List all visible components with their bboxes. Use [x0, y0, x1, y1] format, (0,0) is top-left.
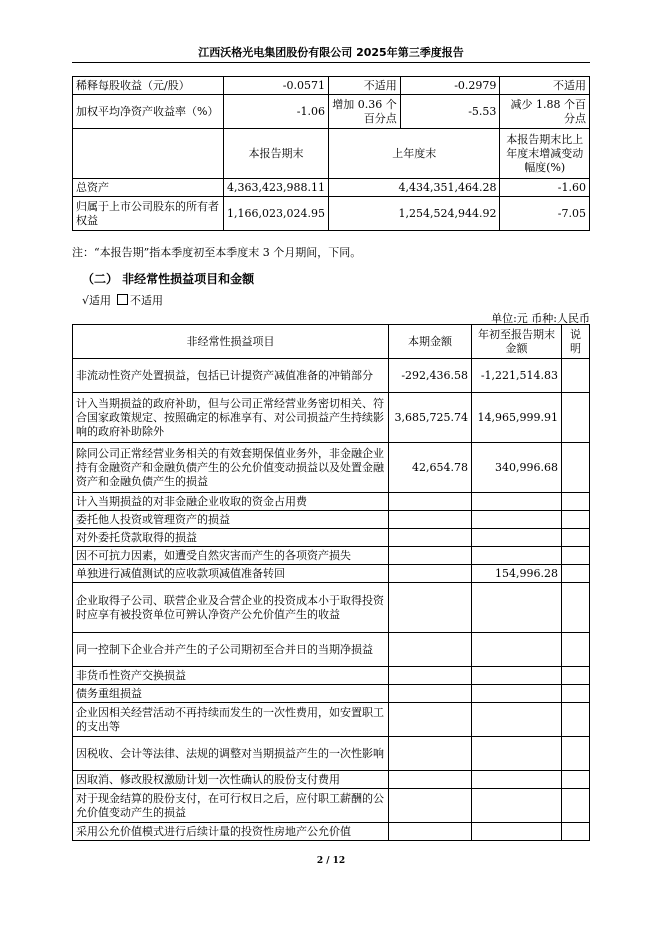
cell-value [389, 703, 472, 737]
column-header: 本期金额 [389, 325, 472, 359]
cell-value: -0.0571 [224, 77, 329, 95]
cell-value: 减少 1.88 个百分点 [500, 95, 590, 129]
table-row [73, 633, 590, 667]
cell-value: -0.2979 [400, 77, 500, 95]
row-label: 对外委托贷款取得的损益 [73, 529, 389, 547]
cell-value [472, 737, 562, 771]
cell-value [389, 565, 472, 583]
cell-value [562, 529, 590, 547]
table-row [73, 393, 590, 443]
cell-value [389, 823, 472, 841]
table-row [73, 583, 590, 633]
cell-value: -7.05 [500, 197, 590, 231]
row-label: 因取消、修改股权激励计划一次性确认的股份支付费用 [73, 771, 389, 789]
cell-value: -1,221,514.83 [472, 359, 562, 393]
table-row [73, 77, 590, 95]
row-label: 对于现金结算的股份支付，在可行权日之后，应付职工薪酬的公允价值变动产生的损益 [73, 789, 389, 823]
cell-value: -292,436.58 [389, 359, 472, 393]
cell-value [472, 511, 562, 529]
table-row [73, 529, 590, 547]
table-header-row [73, 129, 590, 179]
page-number: 2 / 12 [316, 856, 346, 866]
cell-value [389, 633, 472, 667]
cell-value: 1,254,524,944.92 [329, 197, 500, 231]
unit-currency-line: 单位:元 币种:人民币 [491, 312, 590, 325]
cell-value [472, 529, 562, 547]
table-note: 注：“本报告期”指本季度初至本季度末 3 个月期间，下同。 [72, 246, 362, 259]
cell-value [472, 685, 562, 703]
table-row [73, 667, 590, 685]
cell-value: 42,654.78 [389, 443, 472, 493]
cell-value: -1.06 [224, 95, 329, 129]
cell-value [562, 789, 590, 823]
table-row [73, 823, 590, 841]
cell-value [562, 771, 590, 789]
table-row [73, 565, 590, 583]
column-header: 非经常性损益项目 [73, 325, 389, 359]
applicable-checked: √适用 [82, 294, 112, 307]
table-row [73, 547, 590, 565]
cell-value: 1,166,023,024.95 [224, 197, 329, 231]
cell-value: 14,965,999.91 [472, 393, 562, 443]
column-header: 本报告期末比上年度末增减变动幅度(%) [500, 129, 590, 179]
header-rule [72, 62, 590, 63]
cell-value [389, 737, 472, 771]
cell-value [562, 685, 590, 703]
column-header: 年初至报告期末金额 [472, 325, 562, 359]
row-label: 企业取得子公司、联营企业及合营企业的投资成本小于取得投资时应享有被投资单位可辨认净资产公允价值产生的收益 [73, 583, 389, 633]
cell-value [389, 511, 472, 529]
cell-value [472, 633, 562, 667]
cell-value: 340,996.68 [472, 443, 562, 493]
cell-value: -1.60 [500, 179, 590, 197]
row-label: 加权平均净资产收益率（%） [73, 95, 224, 129]
applicability-options [82, 292, 163, 308]
table-row [73, 737, 590, 771]
row-label: 因税收、会计等法律、法规的调整对当期损益产生的一次性影响 [73, 737, 389, 771]
cell-value [472, 583, 562, 633]
empty-cell [73, 129, 224, 179]
row-label: 同一控制下企业合并产生的子公司期初至合并日的当期净损益 [73, 633, 389, 667]
column-header: 说明 [562, 325, 590, 359]
row-label: 总资产 [73, 179, 224, 197]
cell-value [562, 493, 590, 511]
cell-value: 4,434,351,464.28 [329, 179, 500, 197]
not-applicable-label: 不适用 [130, 294, 164, 307]
cell-value [562, 667, 590, 685]
cell-value [562, 511, 590, 529]
row-label: 企业因相关经营活动不再持续而发生的一次性费用，如安置职工的支出等 [73, 703, 389, 737]
cell-value [562, 547, 590, 565]
table-header-row [73, 325, 590, 359]
cell-value [389, 667, 472, 685]
cell-value [472, 547, 562, 565]
cell-value [389, 789, 472, 823]
cell-value [472, 789, 562, 823]
cell-value [472, 703, 562, 737]
row-label: 因不可抗力因素，如遭受自然灾害而产生的各项资产损失 [73, 547, 389, 565]
row-label: 采用公允价值模式进行后续计量的投资性房地产公允价值 [73, 823, 389, 841]
cell-value [389, 685, 472, 703]
cell-value [562, 823, 590, 841]
non-recurring-items-table [72, 324, 590, 841]
row-label: 计入当期损益的对非金融企业收取的资金占用费 [73, 493, 389, 511]
table-row [73, 685, 590, 703]
column-header: 本报告期末 [224, 129, 329, 179]
row-label: 除同公司正常经营业务相关的有效套期保值业务外，非金融企业持有金融资产和金融负债产生的公允价值变动损益以及处置金融资产和金融负债产生的损益 [73, 443, 389, 493]
cell-value [389, 547, 472, 565]
cell-value [562, 737, 590, 771]
financial-indicators-table [72, 76, 590, 231]
cell-value [389, 583, 472, 633]
cell-value [562, 583, 590, 633]
cell-value [562, 359, 590, 393]
checkbox-icon [117, 294, 128, 305]
cell-value [562, 703, 590, 737]
row-label: 单独进行减值测试的应收款项减值准备转回 [73, 565, 389, 583]
cell-value [562, 565, 590, 583]
section-title: （二） 非经常性损益项目和金额 [82, 272, 255, 286]
row-label: 归属于上市公司股东的所有者权益 [73, 197, 224, 231]
row-label: 债务重组损益 [73, 685, 389, 703]
table-row [73, 789, 590, 823]
table-row [73, 359, 590, 393]
cell-value [389, 493, 472, 511]
cell-value [562, 443, 590, 493]
cell-value: 4,363,423,988.11 [224, 179, 329, 197]
cell-value [472, 823, 562, 841]
row-label: 非货币性资产交换损益 [73, 667, 389, 685]
report-header: 江西沃格光电集团股份有限公司 2025年第三季度报告 [198, 46, 464, 59]
cell-value: 不适用 [500, 77, 590, 95]
cell-value [389, 529, 472, 547]
table-row [73, 511, 590, 529]
row-label: 计入当期损益的政府补助，但与公司正常经营业务密切相关、符合国家政策规定、按照确定的标准享有、对公司损益产生持续影响的政府补助除外 [73, 393, 389, 443]
cell-value [562, 633, 590, 667]
cell-value [389, 771, 472, 789]
cell-value: 不适用 [329, 77, 401, 95]
column-header: 上年度末 [329, 129, 500, 179]
row-label: 委托他人投资或管理资产的损益 [73, 511, 389, 529]
cell-value [472, 667, 562, 685]
row-label: 非流动性资产处置损益，包括已计提资产减值准备的冲销部分 [73, 359, 389, 393]
cell-value [472, 493, 562, 511]
cell-value [562, 393, 590, 443]
cell-value: 3,685,725.74 [389, 393, 472, 443]
cell-value: 增加 0.36 个百分点 [329, 95, 401, 129]
table-row [73, 197, 590, 231]
table-row [73, 771, 590, 789]
row-label: 稀释每股收益（元/股） [73, 77, 224, 95]
table-row [73, 443, 590, 493]
cell-value: 154,996.28 [472, 565, 562, 583]
cell-value: -5.53 [400, 95, 500, 129]
table-row [73, 95, 590, 129]
table-row [73, 493, 590, 511]
table-row [73, 179, 590, 197]
table-row [73, 703, 590, 737]
cell-value [472, 771, 562, 789]
